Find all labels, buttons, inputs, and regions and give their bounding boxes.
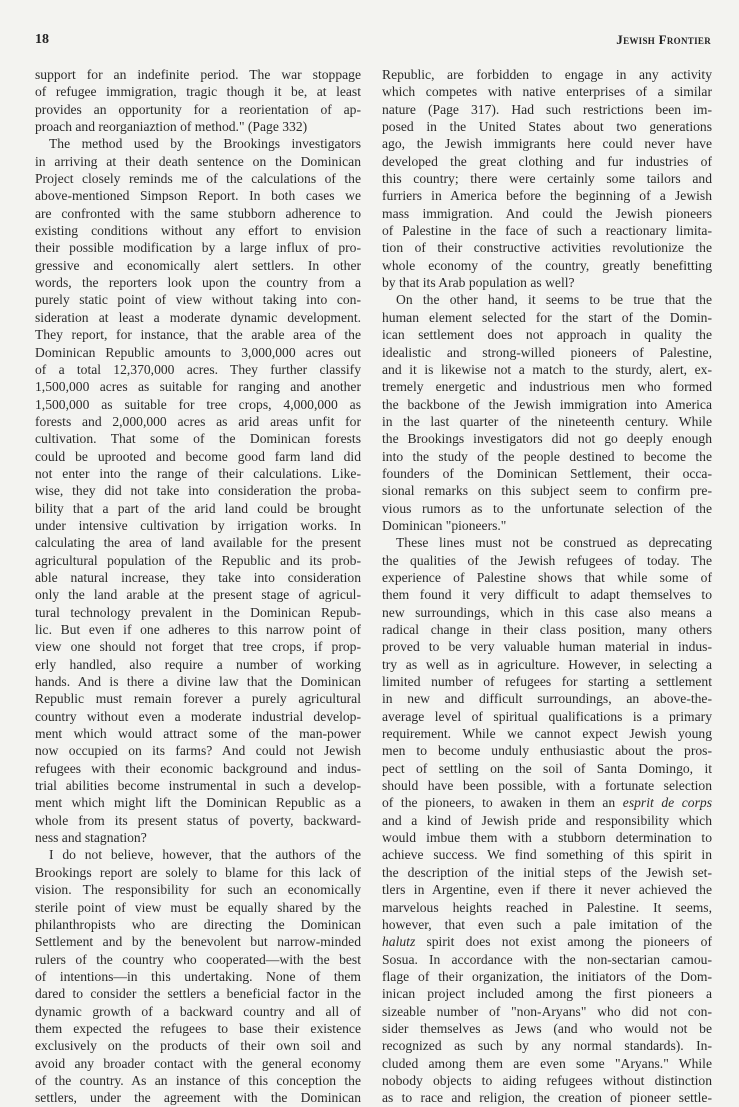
line-text: and it is likewise not a match to the sturdy, alert, ex- <box>382 361 712 377</box>
text-line <box>35 985 361 1002</box>
line-text: sterile point of view must be equally shared by the <box>35 899 361 915</box>
text-line <box>35 742 361 759</box>
text-line <box>382 621 712 638</box>
line-text: sizeable number of "non-Aryans" who did not con- <box>382 1003 712 1019</box>
text-line <box>35 118 361 135</box>
text-line <box>35 899 361 916</box>
line-text: spirit does not exist among the pioneers of <box>415 934 712 950</box>
text-line <box>382 777 712 794</box>
line-text: dared to consider the settlers a beneficial factor in the <box>35 986 361 1002</box>
text-line <box>35 794 361 811</box>
line-text: Republic, are forbidden to engage in any activity <box>382 67 712 82</box>
text-line <box>35 239 361 256</box>
line-text: not enter into the range of their calculations. Like- <box>35 465 361 481</box>
line-text: inican project included among the first pioneers a <box>382 986 712 1002</box>
text-line <box>35 326 361 343</box>
line-text: should have been possible, with a fortunate selection <box>382 778 712 794</box>
line-text: sider themselves as Jews (and who would not be <box>382 1020 712 1036</box>
text-line <box>35 135 361 152</box>
line-text: ican settlement does not approach in quality the <box>382 327 712 343</box>
line-text: ness and stagnation? <box>35 830 147 846</box>
line-text: their possible modification by a large influx of pro- <box>35 240 361 256</box>
text-line <box>35 1020 361 1037</box>
line-text: existing conditions without any effort to envision <box>35 223 361 239</box>
line-text: in new and difficult surroundings, an above-the- <box>382 691 712 707</box>
line-text: the backbone of the Jewish immigration into America <box>382 396 712 412</box>
line-text: dynamic growth of a backward country and all of <box>35 1003 361 1019</box>
text-line <box>382 673 712 690</box>
line-text: of intentions—in this undertaking. None of them <box>35 968 361 984</box>
line-text: mass immigration. And could the Jewish pioneers <box>382 205 712 221</box>
line-text: proved to be very valuable human material in indus- <box>382 639 712 655</box>
line-text: experience of Palestine shows that while some of <box>382 569 712 585</box>
line-text: hands. And is there a divine law that the Dominican <box>35 674 361 690</box>
line-text: only the land arable at the present stage of agricul- <box>35 587 361 603</box>
line-text: ment which would attract some of the man-power <box>35 726 361 742</box>
line-text: 1,500,000 as suitable for tree crops, 4,000,000 as <box>35 396 361 412</box>
line-text: proach and reorganiaztion of method." (Page 332) <box>35 119 308 135</box>
line-text: could be uprooted and become good farm land did <box>35 448 361 464</box>
text-line <box>382 812 712 829</box>
line-text: trial abilities become instrumental in such a develop- <box>35 778 361 794</box>
text-line <box>382 933 712 950</box>
text-line <box>35 170 361 187</box>
text-line <box>35 222 361 239</box>
text-line <box>382 846 712 863</box>
line-text: ago, the Jewish immigrants here could never have <box>382 136 712 152</box>
line-text: average level of spiritual qualifications is a primary <box>382 708 712 724</box>
line-text: agricultural population of the Republic and its prob- <box>35 552 361 568</box>
text-line <box>35 951 361 968</box>
text-line <box>35 291 361 308</box>
line-text: tural technology prevalent in the Dominican Repub- <box>35 604 361 620</box>
text-line <box>35 638 361 655</box>
line-text: view one should not forget that tree crops, if prop- <box>35 639 361 655</box>
text-line <box>382 985 712 1002</box>
text-line <box>35 690 361 707</box>
line-text: Brookings report are solely to blame for this lack of <box>35 864 361 880</box>
text-line <box>35 1072 361 1089</box>
line-text: into the study of the people destined to become the <box>382 448 712 464</box>
text-line <box>35 396 361 413</box>
line-text: tremely energetic and industrious men who formed <box>382 379 712 395</box>
text-line <box>382 760 712 777</box>
text-line <box>35 257 361 274</box>
line-text: human element selected for the start of the Domin- <box>382 309 712 325</box>
text-line <box>382 1003 712 1020</box>
line-text: posed in the United States about two generations <box>382 119 712 135</box>
text-line <box>35 725 361 742</box>
text-line <box>382 517 712 534</box>
text-line <box>35 829 361 846</box>
text-line <box>382 534 712 551</box>
text-line <box>382 656 712 673</box>
line-text: of a total 12,370,000 acres. They further classify <box>35 361 361 377</box>
text-line <box>35 968 361 985</box>
text-line <box>382 326 712 343</box>
line-text: I do not believe, however, that the authors of the <box>49 847 361 863</box>
text-line <box>382 1037 712 1054</box>
line-text: vious rumors as to the unfortunate selection of the <box>382 500 712 516</box>
text-line <box>35 153 361 170</box>
text-line <box>382 604 712 621</box>
text-line <box>35 1089 361 1106</box>
line-text: idealistic and strong-willed pioneers of Palestine, <box>382 344 712 360</box>
line-text: as to race and religion, the creation of pioneer settle- <box>382 1090 712 1106</box>
line-text: Settlement and by the benevolent but narrow-minded <box>35 934 361 950</box>
line-text: philanthropists who are directing the Dominican <box>35 916 361 932</box>
line-text: Republic must remain forever a purely agricultural <box>35 691 361 707</box>
line-text: refugees with their economic background and indus- <box>35 760 361 776</box>
text-line <box>35 864 361 881</box>
line-text: 1,500,000 acres as suitable for ranging and another <box>35 379 361 395</box>
text-line <box>35 205 361 222</box>
text-line <box>382 968 712 985</box>
text-line <box>382 1020 712 1037</box>
text-line <box>35 361 361 378</box>
line-text: men to become unduly enthusiastic about the pros- <box>382 743 712 759</box>
text-line <box>35 916 361 933</box>
text-line <box>382 951 712 968</box>
text-line <box>35 413 361 430</box>
text-line <box>382 378 712 395</box>
text-line <box>382 101 712 118</box>
text-line <box>382 222 712 239</box>
text-line <box>382 1089 712 1106</box>
text-line <box>382 742 712 759</box>
text-line <box>382 66 712 83</box>
text-line <box>382 187 712 204</box>
line-text: They report, for instance, that the arable area of the <box>35 327 361 343</box>
line-text: and a kind of Jewish pride and responsibility which <box>382 812 712 828</box>
text-line <box>382 482 712 499</box>
text-line <box>382 500 712 517</box>
text-line <box>35 1037 361 1054</box>
text-line <box>382 135 712 152</box>
text-line <box>382 638 712 655</box>
line-text: flage of their organization, the initiators of the Dom- <box>382 968 712 984</box>
text-line <box>35 274 361 291</box>
text-line <box>35 621 361 638</box>
line-text: of the pioneers, to awaken in them an <box>382 795 623 811</box>
line-text: avoid any broader contact with the general economy <box>35 1055 361 1071</box>
line-text: requirement. While we cannot expect Jewish young <box>382 726 712 742</box>
line-text: now occupied on its farms? And could not Jewish <box>35 743 361 759</box>
text-line <box>35 378 361 395</box>
text-line <box>35 656 361 673</box>
text-line <box>382 153 712 170</box>
line-text: marvelous heights reached in Palestine. It seems, <box>382 899 712 915</box>
text-line <box>35 500 361 517</box>
text-line <box>35 569 361 586</box>
page-header <box>35 32 711 52</box>
line-text: support for an indefinite period. The war stoppage <box>35 67 361 82</box>
text-line <box>35 344 361 361</box>
text-line <box>35 83 361 100</box>
line-text: words, the reporters look upon the country from a <box>35 275 361 291</box>
text-line <box>382 309 712 326</box>
line-text: Dominican "pioneers." <box>382 517 507 533</box>
line-text: limited number of refugees for starting a settlement <box>382 674 712 690</box>
line-text: exclusively on the products of their own soil and <box>35 1038 361 1054</box>
line-text: Sosua. In accordance with the non-sectarian camou- <box>382 951 712 967</box>
text-line <box>35 517 361 534</box>
line-text: of the country. As an instance of this conception the <box>35 1072 361 1088</box>
line-text: lic. But even if one adheres to this narrow point of <box>35 622 361 637</box>
text-line <box>382 899 712 916</box>
line-text: above-mentioned Simpson Report. In both cases we <box>35 188 361 204</box>
text-line <box>35 465 361 482</box>
text-line <box>35 604 361 621</box>
text-line <box>35 66 361 83</box>
text-line <box>35 933 361 950</box>
text-line <box>35 1003 361 1020</box>
line-text: forests and 2,000,000 acres as arid areas unfit for <box>35 413 361 429</box>
line-text: erly handled, also require a number of working <box>35 656 361 672</box>
line-text: try as well as in agriculture. However, in selecting a <box>382 656 712 672</box>
line-text: wise, they did not take into consideration the proba- <box>35 483 361 499</box>
line-text: in arriving at their death sentence on the Dominican <box>35 153 361 169</box>
line-text: achieve success. We find something of this spirit in <box>382 847 712 863</box>
line-text: which competes with native enterprises of a similar <box>382 84 712 100</box>
text-line <box>35 777 361 794</box>
text-line <box>382 465 712 482</box>
line-text: country without even a moderate industrial develop- <box>35 708 361 724</box>
italic-term: esprit de corps <box>622 795 712 811</box>
text-line <box>35 760 361 777</box>
page-number: 18 <box>35 32 49 47</box>
line-text: nobody objects to aiding refugees without distinction <box>382 1072 712 1088</box>
line-text: developed the great clothing and fur industries of <box>382 153 712 169</box>
text-line <box>382 170 712 187</box>
line-text: calculating the area of land available for the present <box>35 535 361 551</box>
text-line <box>382 916 712 933</box>
text-line <box>382 829 712 846</box>
line-text: ment which might lift the Dominican Republic as a <box>35 795 361 811</box>
text-line <box>35 309 361 326</box>
line-text: rulers of the country who cooperated—with the best <box>35 951 361 967</box>
text-line <box>35 534 361 551</box>
text-line <box>382 448 712 465</box>
line-text: the description of the initial steps of the Jewish set- <box>382 864 712 880</box>
text-line <box>35 448 361 465</box>
line-text: whole economy of the country, greatly benefitting <box>382 257 712 273</box>
line-text: of refugee immigration, tragic though it be, at least <box>35 84 361 100</box>
text-line <box>382 396 712 413</box>
text-line <box>382 725 712 742</box>
left-text-column <box>35 66 361 1107</box>
text-line <box>35 881 361 898</box>
line-text: whole from its present status of poverty, backward- <box>35 812 361 828</box>
text-line <box>382 1055 712 1072</box>
line-text: would imbue them with a stubborn determination to <box>382 830 712 846</box>
line-text: provides an opportunity for a reorientation of ap- <box>35 101 361 117</box>
text-line <box>35 846 361 863</box>
text-line <box>35 482 361 499</box>
text-line <box>382 708 712 725</box>
text-line <box>382 794 712 811</box>
line-text: however, that even such a pale imitation of the <box>382 916 712 932</box>
text-line <box>382 552 712 569</box>
line-text: recognized as such by any normal standards). In- <box>382 1038 712 1054</box>
text-line <box>35 708 361 725</box>
text-line <box>35 430 361 447</box>
running-title: Jewish Frontier <box>616 32 711 47</box>
text-line <box>382 239 712 256</box>
line-text: this country; there were certainly some tailors and <box>382 171 712 187</box>
line-text: vision. The responsibility for such an economically <box>35 882 361 898</box>
line-text: tlers in Argentine, even if there it never achieved the <box>382 882 712 898</box>
text-line <box>382 413 712 430</box>
line-text: On the other hand, it seems to be true that the <box>396 292 712 308</box>
text-line <box>35 812 361 829</box>
line-text: Dominican Republic amounts to 3,000,000 acres out <box>35 344 361 360</box>
right-text-column <box>382 66 712 1107</box>
line-text: cultivation. That some of the Dominican forests <box>35 431 361 447</box>
text-line <box>382 864 712 881</box>
line-text: radical change in their class position, many others <box>382 622 712 637</box>
italic-term: halutz <box>382 934 416 950</box>
line-text: bility that a part of the arid land could be brought <box>35 500 361 516</box>
text-line <box>35 673 361 690</box>
line-text: pect of settling on the soil of Santa Domingo, it <box>382 760 712 776</box>
line-text: settlers, under the agreement with the Dominican <box>35 1090 361 1106</box>
line-text: cluded among them are even some "Aryans." While <box>382 1055 712 1071</box>
line-text: Project closely reminds me of the calculations of the <box>35 171 361 187</box>
line-text: purely static point of view without taking into con- <box>35 292 361 308</box>
text-line <box>382 586 712 603</box>
line-text: of Palestine in the face of such a reactionary limita- <box>382 223 712 239</box>
line-text: sional remarks on this subject seem to confirm pre- <box>382 483 712 499</box>
text-line <box>382 83 712 100</box>
line-text: gressive and economically alert settlers. In other <box>35 257 361 273</box>
text-line <box>382 344 712 361</box>
line-text: founders of the Dominican Settlement, their occa- <box>382 465 712 481</box>
text-line <box>382 118 712 135</box>
text-line <box>382 690 712 707</box>
text-line <box>382 361 712 378</box>
line-text: furriers in America before the beginning of a Jewish <box>382 188 712 204</box>
line-text: nature (Page 317). Had such restrictions been im- <box>382 101 712 117</box>
text-line <box>382 291 712 308</box>
line-text: are confronted with the same stubborn adherence to <box>35 205 361 221</box>
text-line <box>382 1072 712 1089</box>
text-line <box>382 274 712 291</box>
text-line <box>35 552 361 569</box>
line-text: under intensive cultivation by irrigation works. In <box>35 517 361 533</box>
line-text: able natural increase, they take into consideration <box>35 569 361 585</box>
text-line <box>382 569 712 586</box>
text-line <box>35 101 361 118</box>
line-text: the Brookings investigators did not go deeply enough <box>382 431 712 447</box>
line-text: These lines must not be construed as deprecating <box>396 535 712 551</box>
line-text: in the last quarter of the nineteenth century. While <box>382 413 712 429</box>
text-line <box>35 187 361 204</box>
line-text: them found it very difficult to adapt themselves to <box>382 587 712 603</box>
line-text: The method used by the Brookings investigators <box>49 136 361 152</box>
text-line <box>382 205 712 222</box>
text-line <box>35 586 361 603</box>
line-text: sideration at least a moderate dynamic development. <box>35 309 361 325</box>
text-line <box>382 881 712 898</box>
text-line <box>382 430 712 447</box>
line-text: the qualities of the Jewish refugees of today. The <box>382 552 712 568</box>
text-line <box>35 1055 361 1072</box>
line-text: tion of their constructive activities revolutionize the <box>382 240 712 256</box>
line-text: new surroundings, which in this case also means a <box>382 604 712 620</box>
text-line <box>382 257 712 274</box>
line-text: them expected the refugees to base their existence <box>35 1020 361 1036</box>
line-text: by that its Arab population as well? <box>382 275 575 291</box>
